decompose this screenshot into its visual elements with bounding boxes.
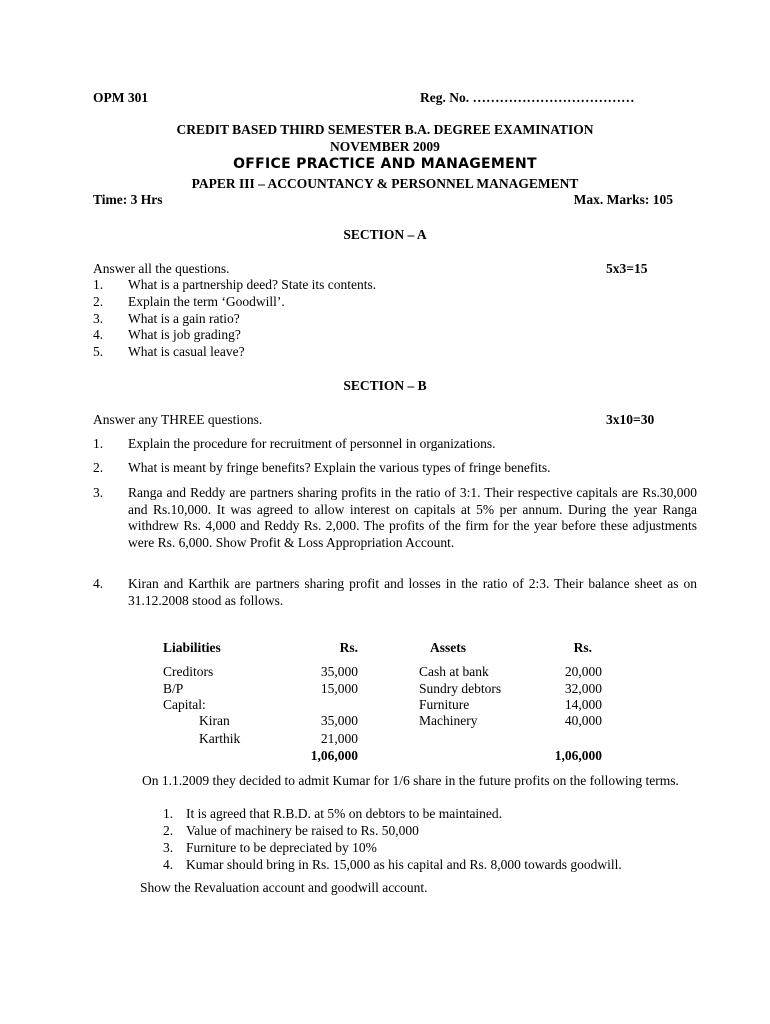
term-text: Value of machinery be raised to Rs. 50,000 bbox=[186, 823, 419, 838]
term-number: 1. bbox=[163, 806, 174, 821]
liabilities-header: Liabilities bbox=[163, 640, 221, 655]
reg-number: Reg. No. ……………………………… bbox=[420, 90, 635, 105]
liability-name: Capital: bbox=[163, 697, 206, 712]
liability-amount: 15,000 bbox=[320, 681, 358, 696]
section-a-title: SECTION – A bbox=[343, 227, 427, 242]
term-text: Furniture to be depreciated by 10% bbox=[186, 840, 377, 855]
liability-amount: 35,000 bbox=[320, 664, 358, 679]
question-text: What is job grading? bbox=[128, 327, 241, 342]
question-text: What is meant by fringe benefits? Explain the various types of fringe benefits. bbox=[128, 460, 551, 475]
asset-amount: 32,000 bbox=[564, 681, 602, 696]
question-text: What is casual leave? bbox=[128, 344, 245, 359]
term-text: It is agreed that R.B.D. at 5% on debtors to be maintained. bbox=[186, 806, 503, 821]
admission-intro: On 1.1.2009 they decided to admit Kumar for 1/6 share in the future profits on the following terms. bbox=[142, 773, 679, 788]
exam-date: NOVEMBER 2009 bbox=[330, 139, 440, 154]
paper-code: OPM 301 bbox=[93, 90, 149, 105]
question-number: 3. bbox=[93, 485, 104, 500]
section-a-marks: 5x3=15 bbox=[606, 261, 648, 276]
question-text: What is a gain ratio? bbox=[128, 311, 240, 326]
term-number: 2. bbox=[163, 823, 174, 838]
section-b-instruction: Answer any THREE questions. bbox=[93, 412, 263, 427]
assets-total: 1,06,000 bbox=[554, 748, 602, 763]
liability-name: Karthik bbox=[199, 731, 241, 746]
question-number: 4. bbox=[93, 576, 104, 591]
question-text: Explain the procedure for recruitment of personnel in organizations. bbox=[128, 436, 496, 451]
liabilities-rs-header: Rs. bbox=[339, 640, 358, 655]
question-number: 2. bbox=[93, 294, 104, 309]
section-a-instruction: Answer all the questions. bbox=[93, 261, 230, 276]
question-text: What is a partnership deed? State its contents. bbox=[128, 277, 377, 292]
exam-title: CREDIT BASED THIRD SEMESTER B.A. DEGREE EXAMINATION bbox=[176, 122, 594, 137]
asset-name: Furniture bbox=[419, 697, 470, 712]
assets-rs-header: Rs. bbox=[573, 640, 592, 655]
question-number: 4. bbox=[93, 327, 104, 342]
question-number: 1. bbox=[93, 436, 104, 451]
max-marks: Max. Marks: 105 bbox=[573, 192, 673, 207]
question-text: Explain the term ‘Goodwill’. bbox=[128, 294, 285, 309]
section-b-title: SECTION – B bbox=[343, 378, 427, 393]
assets-header: Assets bbox=[430, 640, 466, 655]
question-text: Kiran and Karthik are partners sharing profit and losses in the ratio of 2:3. Their balance sheet as on 31.12.2008 stood as follows. bbox=[128, 576, 697, 608]
question-number: 1. bbox=[93, 277, 104, 292]
term-number: 3. bbox=[163, 840, 174, 855]
asset-name: Cash at bank bbox=[419, 664, 489, 679]
liabilities-total: 1,06,000 bbox=[310, 748, 358, 763]
question-number: 5. bbox=[93, 344, 104, 359]
asset-amount: 20,000 bbox=[564, 664, 602, 679]
admission-closing: Show the Revaluation account and goodwill account. bbox=[140, 880, 428, 895]
section-b-marks: 3x10=30 bbox=[606, 412, 655, 427]
question-number: 3. bbox=[93, 311, 104, 326]
question-number: 2. bbox=[93, 460, 104, 475]
term-number: 4. bbox=[163, 857, 174, 872]
liability-name: B/P bbox=[163, 681, 184, 696]
liability-amount: 21,000 bbox=[320, 731, 358, 746]
asset-amount: 14,000 bbox=[564, 697, 602, 712]
subject-title: OFFICE PRACTICE AND MANAGEMENT bbox=[233, 156, 537, 172]
liability-name: Kiran bbox=[199, 713, 230, 728]
question-text: Ranga and Reddy are partners sharing profits in the ratio of 3:1. Their respective capitals are Rs.30,000 and Rs.10,000. It was agreed to allow interest on capitals at 5% per annum. During the year Ranga withdrew Rs. 4,000 and Reddy Rs. 2,000. The profits of the firm for the year before these adjustments were Rs. 6,000. Show Profit & Loss Appropriation Account. bbox=[128, 485, 697, 550]
asset-name: Machinery bbox=[419, 713, 478, 728]
asset-name: Sundry debtors bbox=[419, 681, 502, 696]
paper-title: PAPER III – ACCOUNTANCY & PERSONNEL MANAGEMENT bbox=[191, 176, 579, 191]
liability-amount: 35,000 bbox=[320, 713, 358, 728]
asset-amount: 40,000 bbox=[564, 713, 602, 728]
term-text: Kumar should bring in Rs. 15,000 as his capital and Rs. 8,000 towards goodwill. bbox=[186, 857, 622, 872]
time-allowed: Time: 3 Hrs bbox=[93, 192, 163, 207]
liability-name: Creditors bbox=[163, 664, 214, 679]
